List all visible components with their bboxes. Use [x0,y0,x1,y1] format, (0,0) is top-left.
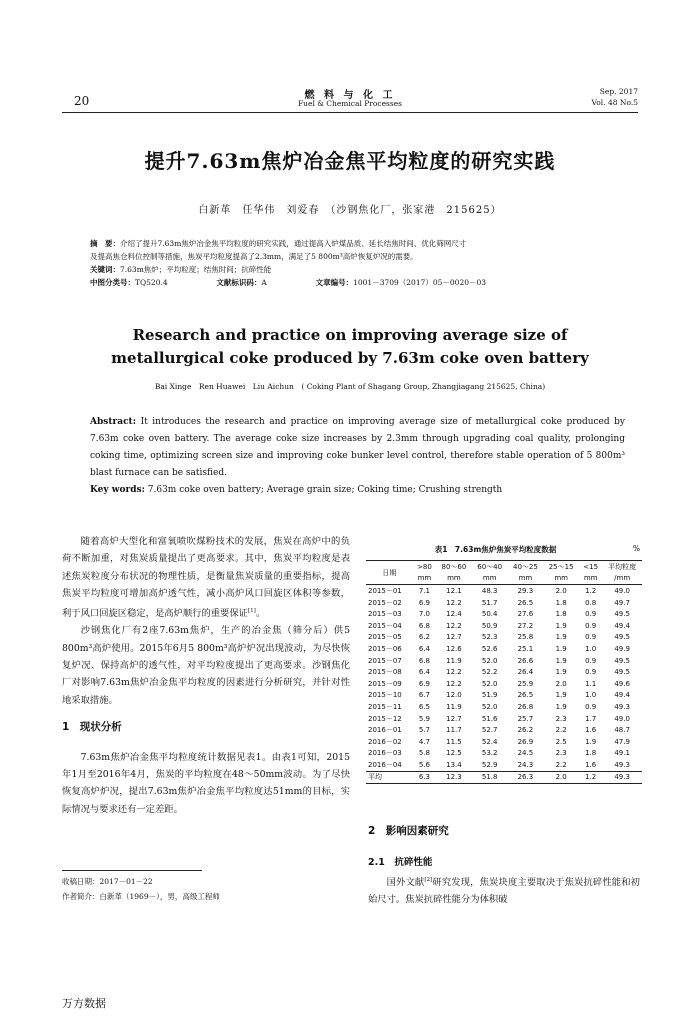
table-cell-value: 12.2 [446,621,462,630]
journal-title-cn: 燃 料 与 化 工 [304,90,396,101]
table-cell-value: 4.7 [418,737,430,746]
table-cell-value: 1.2 [585,586,597,595]
table-cell-value: 25.7 [517,714,534,723]
keywords-cn: 7.63m焦炉；平均粒度；结焦时间；抗碎性能 [120,265,272,274]
table-cell-value: 2.2 [555,726,567,735]
table-cell-date: 2015－08 [368,668,402,677]
table-cell-value: 52.0 [481,679,498,688]
table-row [366,724,642,736]
table-cell-value: 6.5 [418,702,430,711]
table-cell-value: 2.0 [543,771,579,784]
table-row [366,701,642,713]
doc-label: 文献标识码： [216,278,262,287]
table-row [366,655,642,667]
table-cell-value: 1.9 [585,737,597,746]
table-cell-value: 1.7 [585,714,597,723]
abstract-cn-line2: 及提高焦仓料位控制等措施，焦炭平均粒度提高了2.3mm，满足了5 800m³高炉恢复炉况的需要。 [90,252,418,261]
para-1-end: 。 [255,607,266,619]
table-cell-value: 49.4 [614,691,630,700]
table-cell-value: 1.8 [555,598,567,607]
table-cell-value: 52.0 [481,656,498,665]
table-cell-value: 27.6 [517,610,534,619]
keywords-en: 7.63m coke oven battery; Average grain size; Coking time; Crushing strength [147,485,503,495]
table-cell-date: 2016－02 [368,737,402,746]
table-1-header-cell: 25～15 [543,561,579,573]
table-cell-value: 1.9 [555,621,567,630]
table-row [366,585,642,597]
table-cell-value: 1.8 [555,610,567,619]
table-row [366,748,642,760]
right-column [368,823,640,909]
table-row [366,759,642,771]
author-bio: 作者简介：白新革（1969－），男，高级工程师 [62,892,220,901]
table-cell-value: 5.8 [418,749,430,758]
table-row [366,597,642,609]
table-cell-value: 12.7 [446,633,462,642]
table-cell-value: 51.6 [481,714,498,723]
table-1-unit-cell: /mm [602,573,642,585]
table-cell-value: 5.7 [418,726,430,735]
table-cell-value: 7.1 [418,586,430,595]
table-cell-value: 6.9 [418,679,430,688]
table-cell-value: 1.8 [585,749,597,758]
ref-2: [2] [424,876,433,883]
journal-title-en: Fuel & Chemical Processes [297,99,403,108]
table-1-unit-cell: mm [579,573,602,585]
abstract-en [90,414,625,499]
table-1-header-cell: 40～25 [508,561,544,573]
table-cell-date: 平均 [366,771,413,784]
table-cell-value: 0.9 [585,656,597,665]
table-cell-value: 49.3 [602,771,642,784]
table-cell-value: 2.3 [555,714,567,723]
section-2-heading: 2 影响因素研究 [368,825,449,837]
para-4-b: 研究发现，焦炭块度主要取决于焦炭抗碎性能和初始尺寸。焦炭抗碎性能分为体积破 [368,876,640,906]
table-cell-value: 1.9 [555,633,567,642]
para-3: 7.63m焦炉冶金焦平均粒度统计数据见表1。由表1可知，2015年1月至2016年4月，焦炭的平均粒度在48～50mm波动。为了尽快恢复高炉炉况，提出7.63m焦炉冶金焦平均粒度达51mm的目标，实际情况与要求还有一定差距。 [62,751,350,815]
table-cell-value: 0.9 [585,610,597,619]
table-cell-value: 49.6 [614,679,630,688]
table-cell-date: 2016－03 [368,749,402,758]
table-cell-value: 25.1 [517,644,534,653]
table-cell-value: 12.6 [446,644,462,653]
table-cell-date: 2015－06 [368,644,402,653]
table-cell-value: 0.9 [585,702,597,711]
table-cell-value: 52.0 [481,702,498,711]
table-cell-value: 47.9 [614,737,630,746]
table-cell-value: 26.5 [517,691,534,700]
table-cell-value: 11.9 [446,702,462,711]
table-cell-value: 6.8 [418,656,430,665]
table-cell-value: 0.9 [585,621,597,630]
table-cell-value: 6.2 [418,633,430,642]
watermark-text: 万方数据 [62,997,106,1010]
table-cell-value: 1.6 [585,760,597,769]
table-cell-date: 2015－02 [368,598,402,607]
table-row [366,678,642,690]
table-cell-value: 0.8 [585,598,597,607]
table-1-unit-cell: mm [472,573,508,585]
table-cell-value: 12.7 [446,714,462,723]
table-cell-value: 12.2 [446,679,462,688]
table-cell-value: 2.0 [555,679,567,688]
table-cell-value: 6.9 [418,598,430,607]
section-1-heading: 1 现状分析 [62,721,122,734]
table-cell-value: 25.8 [517,633,534,642]
table-cell-value: 52.6 [481,644,498,653]
table-cell-value: 49.0 [614,586,630,595]
table-cell-value: 7.0 [418,610,430,619]
table-row [366,666,642,678]
table-cell-value: 1.0 [585,644,597,653]
clc-label: 中图分类号： [90,278,135,287]
table-1-unit: % [632,544,640,553]
table-cell-value: 12.4 [446,610,462,619]
table-cell-value: 26.6 [517,656,534,665]
authors-en: Bai Xinge Ren Huawei Liu Aichun ( Coking Plant of Shagang Group, Zhangjiagang 215625, China) [154,382,546,391]
table-row [366,643,642,655]
table-cell-value: 26.5 [517,598,534,607]
table-cell-value: 24.5 [517,749,534,758]
table-cell-date: 2016－01 [368,726,402,735]
table-row [366,771,642,784]
table-cell-date: 2016－04 [368,760,402,769]
table-cell-date: 2015－12 [368,714,402,723]
table-cell-value: 52.7 [481,726,498,735]
table-cell-value: 27.2 [517,621,534,630]
table-row [366,608,642,620]
clc-value: TQ520.4 [135,278,168,287]
table-cell-value: 6.8 [418,621,430,630]
table-cell-value: 11.5 [446,737,462,746]
table-row [366,713,642,725]
table-1-header-cell: 80～60 [436,561,472,573]
table-cell-date: 2015－05 [368,633,402,642]
table-cell-date: 2015－03 [368,610,402,619]
table-cell-date: 2015－01 [368,586,402,595]
table-cell-value: 1.9 [555,656,567,665]
table-cell-value: 2.3 [555,749,567,758]
table-cell-value: 49.5 [614,610,630,619]
received-date: 收稿日期：2017－01－22 [62,877,153,886]
title-en-line2: metallurgical coke produced by 7.63m coke oven battery [111,349,589,367]
table-cell-value: 0.9 [585,633,597,642]
table-cell-value: 13.4 [446,760,462,769]
title-cn: 提升7.63m焦炉冶金焦平均粒度的研究实践 [144,149,556,173]
abstract-en-label: Abstract: [90,417,137,427]
keywords-en-label: Key words: [90,485,145,495]
table-cell-value: 50.9 [481,621,498,630]
table-1-title: 表1 7.63m焦炉焦炭平均粒度数据 [434,545,557,554]
issue-volume: Vol. 48 No.5 [591,98,638,107]
issue-date: Sep. 2017 [599,87,638,96]
table-cell-value: 1.9 [555,702,567,711]
table-cell-value: 51.8 [472,771,508,784]
para-4-a: 国外文献 [386,876,425,888]
table-cell-value: 2.5 [555,737,567,746]
table-1-unit-cell: mm [508,573,544,585]
page-number: 20 [74,94,90,108]
para-2: 沙钢焦化厂有2座7.63m焦炉，生产的冶金焦（筛分后）供5 800m³高炉使用。2015年6月5 800m³高炉炉况出现波动，为尽快恢复炉况、保持高炉的透气性，对平均粒度提出了更高要求。沙钢焦化厂对影响7.63m焦炉冶金焦平均粒度的因素进行分析研究，并针对性地采取措施。 [62,625,350,706]
abstract-en-text: It introduces the research and practice on improving average size of metallurgical coke produced by 7.63m coke oven battery. The average coke size increases by 2.3mm through upgrading coal quality, prolonging coking time, optimizing screen size and improving coke bunker level control, therefore stable operation of 5 800m³ blast furnace can be satisfied. [90,417,625,478]
table-cell-value: 48.7 [614,726,630,735]
issue-info [592,86,638,108]
article-label: 文章编号： [315,278,354,287]
table-1-header-cell: <15 [579,561,602,573]
table-cell-value: 52.9 [481,760,498,769]
table-cell-value: 0.9 [585,668,597,677]
table-cell-date: 2015－11 [368,702,402,711]
table-cell-value: 50.4 [481,610,498,619]
table-cell-value: 49.5 [614,656,630,665]
table-cell-value: 1.1 [585,679,597,688]
table-cell-value: 6.3 [413,771,436,784]
table-cell-value: 1.9 [555,691,567,700]
table-cell-value: 12.2 [446,668,462,677]
table-1-header-cell: 平均粒度 [602,561,642,573]
table-cell-value: 1.2 [579,771,602,784]
table-row [366,690,642,702]
table-cell-value: 5.6 [418,760,430,769]
table-cell-value: 12.5 [446,749,462,758]
table-cell-value: 26.2 [517,726,534,735]
table-cell-value: 2.2 [555,760,567,769]
table-cell-date: 2015－07 [368,656,402,665]
table-cell-value: 6.7 [418,691,430,700]
table-cell-value: 1.9 [555,668,567,677]
table-cell-value: 6.4 [418,668,430,677]
table-1-header-cell: >80 [413,561,436,573]
table-cell-value: 53.2 [481,749,498,758]
title-en [0,324,700,370]
table-cell-value: 26.3 [508,771,544,784]
para-1: 随着高炉大型化和富氧喷吹煤粉技术的发展，焦炭在高炉中的负荷不断加重，对焦炭质量提出了更高要求。其中，焦炭平均粒度是表述焦炭粒度分布状况的物理性质，是衡量焦炭质量的重要指标，提高焦炭平均粒度可增加高炉透气性，减小高炉风口回旋区体积等参数，利于风口回旋区稳定，是高炉顺行的重要保证 [62,536,350,619]
abstract-cn-label: 摘 要： [90,239,120,248]
table-cell-value: 24.3 [517,760,534,769]
abstract-cn-line1: 介绍了提升7.63m焦炉冶金焦平均粒度的研究实践，通过提高入炉煤品质、延长结焦时间、优化筛网尺寸 [120,239,467,248]
table-cell-value: 12.3 [436,771,472,784]
table-cell-date: 2015－04 [368,621,402,630]
table-cell-value: 29.3 [517,586,534,595]
table-row [366,620,642,632]
table-cell-value: 52.4 [481,737,498,746]
table-1-header-cell: 60～40 [472,561,508,573]
table-1-unit-cell: mm [436,573,472,585]
table-cell-value: 49.3 [614,760,630,769]
table-1-caption [368,544,640,555]
table-cell-value: 49.5 [614,668,630,677]
table-cell-date: 2015－10 [368,691,402,700]
table-cell-value: 52.3 [481,633,498,642]
table-cell-value: 51.7 [481,598,498,607]
keywords-cn-label: 关键词： [90,265,120,274]
table-cell-value: 25.9 [517,679,534,688]
table-1-header-row [366,561,642,573]
table-cell-value: 26.9 [517,737,534,746]
table-cell-value: 11.7 [446,726,462,735]
doc-value: A [261,278,267,287]
table-cell-value: 49.7 [614,598,630,607]
left-column [62,533,350,818]
table-cell-date: 2015－09 [368,679,402,688]
table-cell-value: 51.9 [481,691,498,700]
table-cell-value: 52.2 [481,668,498,677]
table-cell-value: 49.4 [614,621,630,630]
table-cell-value: 26.4 [517,668,534,677]
footnote-rule [62,870,202,871]
table-cell-value: 1.0 [585,691,597,700]
table-cell-value: 6.4 [418,644,430,653]
abstract-cn [90,237,618,289]
table-cell-value: 26.8 [517,702,534,711]
table-cell-value: 49.9 [614,644,630,653]
table-1 [366,560,642,784]
table-1-col-date: 日期 [366,561,413,585]
table-cell-value: 12.2 [446,598,462,607]
table-cell-value: 12.1 [446,586,462,595]
article-value: 1001－3709（2017）05－0020－03 [353,278,487,287]
table-cell-value: 49.5 [614,633,630,642]
table-1-unit-cell: mm [413,573,436,585]
title-en-line1: Research and practice on improving average size of [132,326,568,344]
table-cell-value: 1.9 [555,644,567,653]
table-cell-value: 49.3 [614,702,630,711]
authors-cn: 白新革 任华伟 刘爱春 （沙钢焦化厂，张家港 215625） [198,205,502,216]
table-cell-value: 49.1 [614,749,630,758]
table-cell-value: 2.0 [555,586,567,595]
table-cell-value: 11.9 [446,656,462,665]
header-rule [62,112,638,113]
table-row [366,736,642,748]
table-cell-value: 49.0 [614,714,630,723]
table-1-unit-cell: mm [543,573,579,585]
section-2-1-heading: 2.1 抗碎性能 [368,857,433,869]
table-row [366,632,642,644]
table-cell-value: 48.3 [481,586,498,595]
table-cell-value: 5.9 [418,714,430,723]
table-cell-value: 1.6 [585,726,597,735]
table-cell-value: 12.0 [446,691,462,700]
ref-1: [1] [247,607,256,614]
